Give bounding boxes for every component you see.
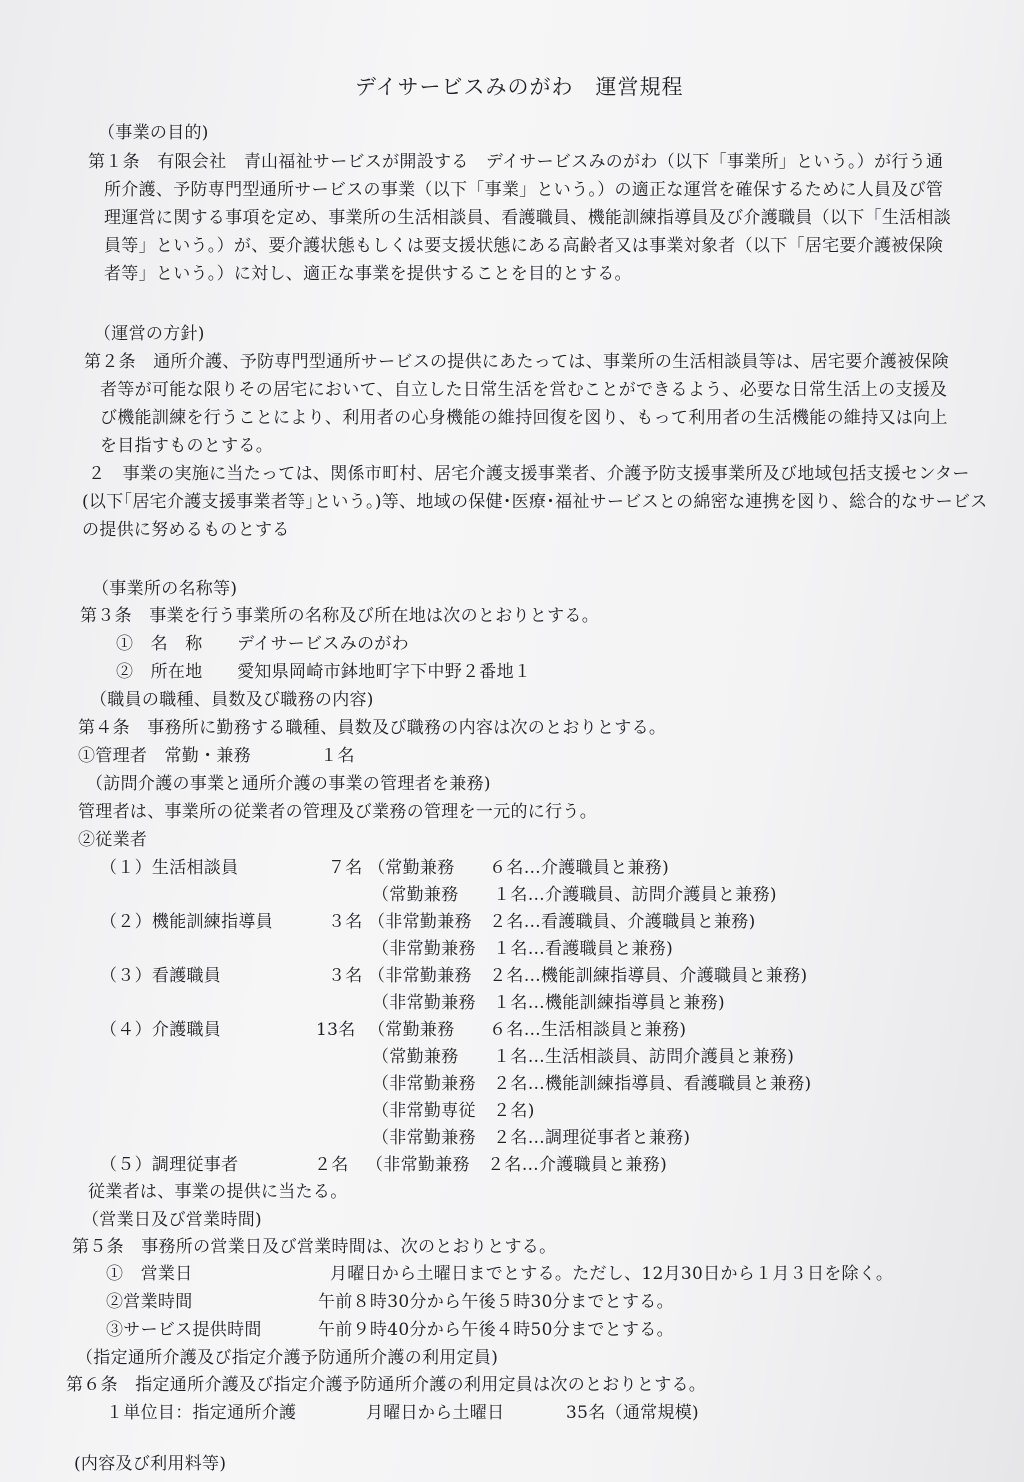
article-1-line: 理運営に関する事項を定め、事業所の生活相談員、看護職員、機能訓練指導員及び介護職員（以下「生活相談: [104, 208, 952, 228]
article-1-heading: （事業の目的): [98, 123, 209, 143]
hours-value: 午前８時30分から午後５時30分までとする。: [318, 1292, 674, 1312]
article-2-line: を目指すものとする。: [100, 436, 273, 456]
staff-role: （５）調理従事者: [100, 1155, 239, 1175]
article-4-line: 第４条 事務所に勤務する職種、員数及び職務の内容は次のとおりとする。: [78, 718, 667, 738]
article-5-intro: 第５条 事務所の営業日及び営業時間は、次のとおりとする。: [72, 1237, 557, 1257]
article-1-line: 員等」という。）が、要介護状態もしくは要支援状態にある高齢者又は事業対象者（以下「居宅要介護被保険: [104, 236, 944, 256]
article-3-heading: （事業所の名称等): [92, 579, 238, 599]
staff-count: ３名: [328, 912, 363, 932]
staff-detail: （常勤兼務 １名…生活相談員、訪問介護員と兼務): [372, 1047, 795, 1067]
article-4-line: （訪問介護の事業と通所介護の事業の管理者を兼務): [86, 774, 491, 794]
next-section-heading: (内容及び利用料等): [74, 1454, 227, 1474]
article-2-line: 第２条 通所介護、予防専門型通所サービスの提供にあたっては、事業所の生活相談員等は、居宅要介護被保険: [84, 352, 949, 372]
staff-detail: （常勤兼務 １名…介護職員、訪問介護員と兼務): [372, 885, 777, 905]
article-2-line: ２ 事業の実施に当たっては、関係市町村、居宅介護支援事業者、介護予防支援事業所及び地域包括支援センター: [88, 464, 970, 484]
capacity-days: 月曜日から土曜日: [366, 1403, 505, 1423]
staff-detail: （非常勤兼務 ２名…機能訓練指導員、介護職員と兼務): [368, 966, 808, 986]
document-title: デイサービスみのがわ 運営規程: [355, 75, 684, 99]
staff-count: 13名: [316, 1020, 356, 1040]
staff-detail: （常勤兼務 ６名…生活相談員と兼務): [368, 1020, 687, 1040]
article-2-line: 者等が可能な限りその居宅において、自立した日常生活を営むことができるよう、必要な日常生活上の支援及: [100, 380, 948, 400]
article-2-line: (以下｢居宅介護支援事業者等｣という。)等、地域の保健･医療･福祉サービスとの綿密な連携を図り、総合的なサービス: [82, 492, 988, 512]
staff-role: （３）看護職員: [100, 966, 222, 986]
staff-count: ３名: [328, 966, 363, 986]
article-3-line: 第３条 事業を行う事業所の名称及び所在地は次のとおりとする。: [80, 606, 599, 626]
article-4-line: ①管理者 常勤・兼務 １名: [78, 746, 355, 766]
article-3-line: ② 所在地 愛知県岡崎市鉢地町字下中野２番地１: [116, 662, 532, 682]
staff-role: （２）機能訓練指導員: [100, 912, 273, 932]
article-1-line: 者等」という。）に対し、適正な事業を提供することを目的とする。: [104, 264, 632, 284]
staff-closing: 従業者は、事業の提供に当たる。: [88, 1182, 348, 1202]
hours-label: ③サービス提供時間: [106, 1320, 262, 1340]
staff-detail: （非常勤兼務 ２名…介護職員と兼務): [366, 1155, 668, 1175]
staff-detail: （非常勤兼務 １名…看護職員と兼務): [372, 939, 674, 959]
article-4-line: ②従業者: [78, 830, 148, 850]
article-6-heading: （指定通所介護及び指定介護予防通所介護の利用定員): [76, 1348, 499, 1368]
staff-detail: （常勤兼務 ６名…介護職員と兼務): [368, 858, 670, 878]
article-2-line: び機能訓練を行うことにより、利用者の心身機能の維持回復を図り、もって利用者の生活機能の維持又は向上: [100, 408, 948, 428]
article-4-heading: （職員の職種、員数及び職務の内容): [90, 690, 374, 710]
article-5-heading: （営業日及び営業時間): [82, 1210, 262, 1230]
staff-detail: （非常勤専従 ２名): [372, 1101, 535, 1121]
article-2-heading: （運営の方針): [94, 324, 205, 344]
staff-detail: （非常勤兼務 ２名…機能訓練指導員、看護職員と兼務): [372, 1074, 812, 1094]
capacity-unit-label: １単位目：指定通所介護: [106, 1403, 297, 1423]
hours-label: ②営業時間: [106, 1292, 193, 1312]
staff-count: ２名: [314, 1155, 349, 1175]
capacity-value: 35名（通常規模): [566, 1403, 699, 1423]
article-3-line: ① 名 称 デイサービスみのがわ: [116, 634, 409, 654]
staff-detail: （非常勤兼務 ２名…看護職員、介護職員と兼務): [368, 912, 756, 932]
staff-detail: （非常勤兼務 ２名…調理従事者と兼務): [372, 1128, 691, 1148]
staff-role: （４）介護職員: [100, 1020, 222, 1040]
hours-label: ① 営業日: [106, 1264, 193, 1284]
staff-count: ７名: [328, 858, 363, 878]
article-6-intro: 第６条 指定通所介護及び指定介護予防通所介護の利用定員は次のとおりとする。: [66, 1375, 707, 1395]
staff-role: （１）生活相談員: [100, 858, 239, 878]
article-2-line: の提供に努めるものとする: [82, 520, 290, 540]
hours-value: 月曜日から土曜日までとする。ただし、12月30日から１月３日を除く。: [330, 1264, 894, 1284]
article-1-line: 第１条 有限会社 青山福祉サービスが開設する デイサービスみのがわ（以下「事業所」という。）が行う通: [88, 152, 944, 172]
hours-value: 午前９時40分から午後４時50分までとする。: [318, 1320, 674, 1340]
article-4-line: 管理者は、事業所の従業者の管理及び業務の管理を一元的に行う。: [78, 802, 597, 822]
staff-detail: （非常勤兼務 １名…機能訓練指導員と兼務): [372, 993, 725, 1013]
article-1-line: 所介護、予防専門型通所サービスの事業（以下「事業」という。）の適正な運営を確保するために人員及び管: [104, 180, 944, 200]
